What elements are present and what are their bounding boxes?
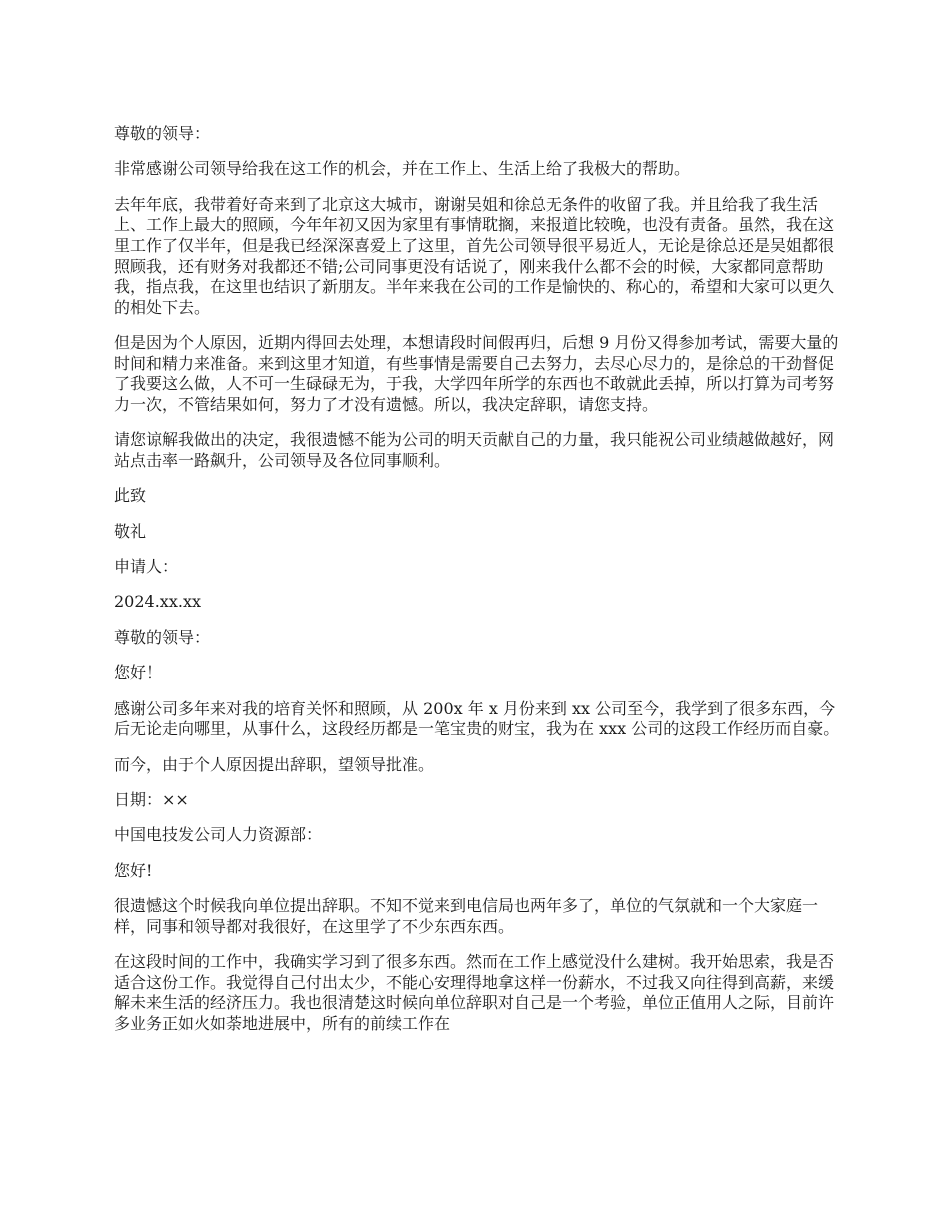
background-paragraph: 去年年底，我带着好奇来到了北京这大城市，谢谢吴姐和徐总无条件的收留了我。并且给我了我生活上、工作上最大的照顾，今年年初又因为家里有事情耽搁，来报道比较晚，也没有责备。虽然，我在这里工作了仅半年，但是我已经深深喜爱上了这里，首先公司领导很平易近人，无论是徐总还是吴姐都很照顾我，还有财务对我都还不错;公司同事更没有话说了，刚来我什么都不会的时候，大家都同意帮助我，指点我，在这里也结识了新朋友。半年来我在公司的工作是愉快的、称心的，希望和大家可以更久的相处下去。 (114, 194, 835, 317)
reason-paragraph: 但是因为个人原因，近期内得回去处理，本想请段时间假再归，后想 9 月份又得参加考试，需要大量的时间和精力来准备。来到这里才知道，有些事情是需要自己去努力，去尽心尽力的，是徐总的干劲督促了我要这么做，人不可一生碌碌无为，于我，大学四年所学的东西也不敢就此丢掉，所以打算为司考努力一次，不管结果如何，努力了才没有遗憾。所以，我决定辞职，请您支持。 (114, 333, 839, 414)
date-line: 2024.xx.xx (114, 592, 201, 612)
greeting-3: 您好! (114, 860, 153, 880)
resignation-request: 而今，由于个人原因提出辞职，望领导批准。 (114, 754, 435, 774)
gratitude-paragraph: 感谢公司多年来对我的培育关怀和照顾，从 200x 年 x 月份来到 xx 公司至今，我学到了很多东西，今后无论走向哪里，从事什么，这段经历都是一笔宝贵的财宝，我为在 xxx 公司的这段工作经历而自豪。 (114, 698, 840, 739)
regret-paragraph: 很遗憾这个时候我向单位提出辞职。不知不觉来到电信局也两年多了，单位的气氛就和一个大家庭一样，同事和领导都对我很好，在这里学了不少东西东西。 (114, 896, 819, 936)
date-line-2: 日期：×× (114, 790, 189, 810)
applicant-label: 申请人： (114, 557, 179, 577)
closing-wish-paragraph: 请您谅解我做出的决定，我很遗憾不能为公司的明天贡献自己的力量，我只能祝公司业绩越做越好，网站点击率一路飙升，公司领导及各位同事顺利。 (114, 430, 835, 470)
salutation-1: 尊敬的领导： (114, 124, 211, 143)
closing-cizhi: 此致 (114, 486, 147, 506)
reflection-paragraph: 在这段时间的工作中，我确实学习到了很多东西。然而在工作上感觉没什么建树。我开始思索，我是否适合这份工作。我觉得自己付出太少，不能心安理得地拿这样一份薪水，不过我又向往得到高薪，来缓解未来生活的经济压力。我也很清楚这时候向单位辞职对自己是一个考验，单位正值用人之际，目前许多业务正如火如荼地进展中，所有的前续工作在 (114, 952, 835, 1033)
greeting-2: 您好！ (114, 663, 163, 683)
thanks-paragraph: 非常感谢公司领导给我在这工作的机会，并在工作上、生活上给了我极大的帮助。 (114, 159, 691, 179)
salutation-2: 尊敬的领导： (114, 627, 211, 647)
document-page (114, 124, 840, 1049)
closing-jingli: 敬礼 (114, 521, 147, 541)
salutation-3: 中国电技发公司人力资源部： (114, 825, 323, 845)
